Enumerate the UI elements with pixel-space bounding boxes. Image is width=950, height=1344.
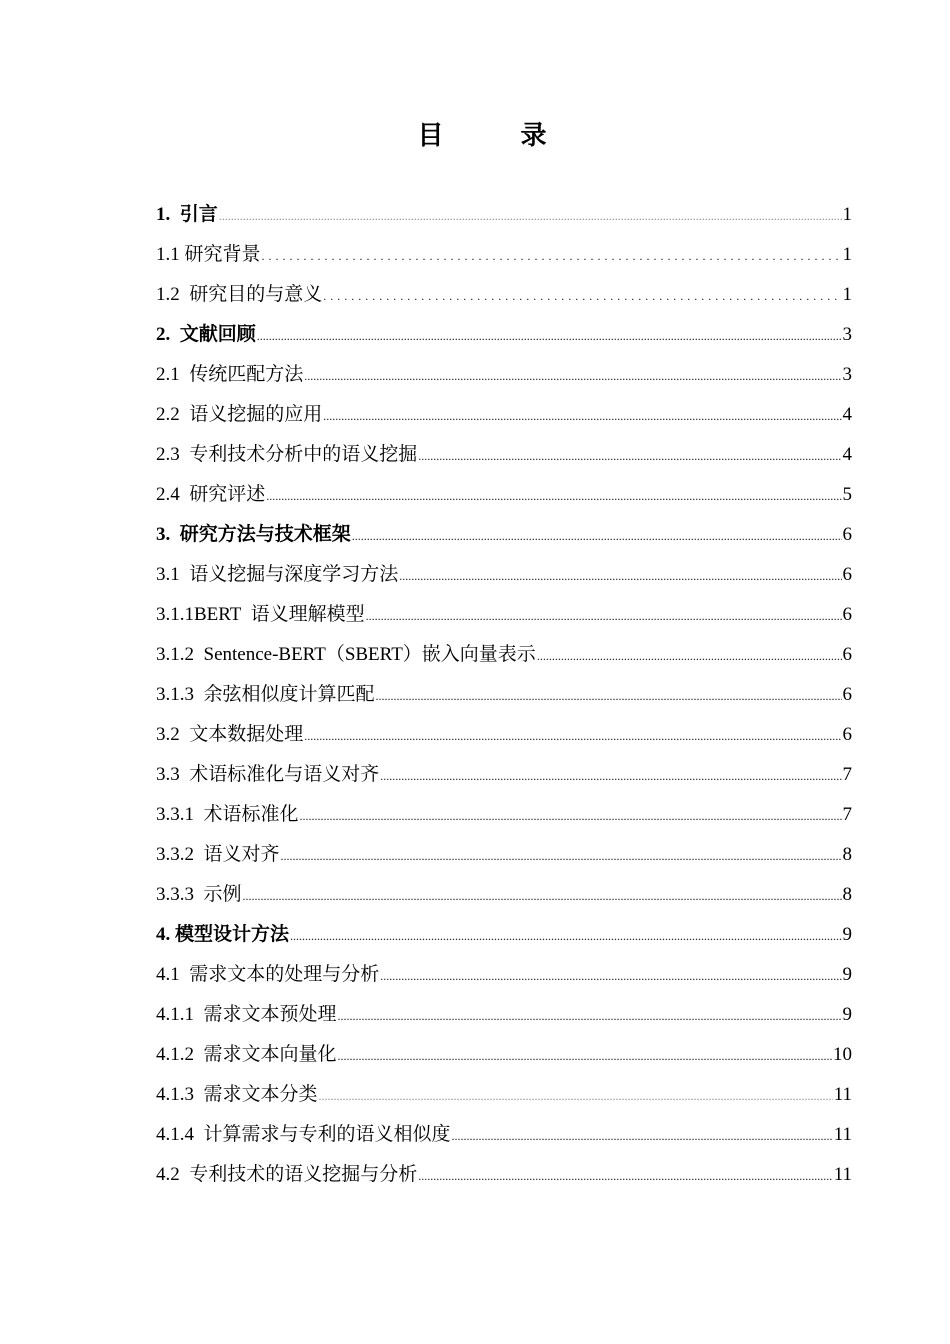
toc-entry[interactable] <box>156 555 852 595</box>
dot-leader <box>376 676 842 716</box>
dot-leader <box>266 476 841 516</box>
toc-entry[interactable] <box>156 835 852 875</box>
toc-entry[interactable] <box>156 595 852 635</box>
toc-entry[interactable] <box>156 875 852 915</box>
toc-entry[interactable] <box>156 1155 852 1195</box>
toc-entry-label: 2.4 研究评述 <box>156 484 266 505</box>
dot-leader <box>352 516 842 556</box>
toc-entry-page: 6 <box>842 604 852 625</box>
toc-entry-label: 2. 文献回顾 <box>156 324 256 345</box>
toc-entry-page: 3 <box>842 324 852 345</box>
toc-entry-label: 4.1.1 需求文本预处理 <box>156 1004 337 1025</box>
toc-entry-label: 1.1 研究背景 <box>156 244 261 265</box>
dot-leader <box>338 996 842 1036</box>
dot-leader <box>300 796 842 836</box>
dot-leader <box>323 276 841 316</box>
dot-leader <box>537 636 842 676</box>
toc-entry-label: 3.3.2 语义对齐 <box>156 844 280 865</box>
dot-leader <box>338 1036 832 1076</box>
dot-leader <box>304 356 841 396</box>
toc-entry-label: 3.1 语义挖掘与深度学习方法 <box>156 564 399 585</box>
toc-entry[interactable] <box>156 395 852 435</box>
toc-entry[interactable] <box>156 1075 852 1115</box>
toc-entry-page: 10 <box>833 1044 852 1065</box>
toc-entry-page: 9 <box>842 924 852 945</box>
toc-entry-page: 11 <box>833 1084 852 1105</box>
dot-leader <box>304 716 841 756</box>
toc-entry[interactable] <box>156 355 852 395</box>
toc-entry-page: 11 <box>833 1164 852 1185</box>
toc-entry-page: 6 <box>842 644 852 665</box>
dot-leader <box>380 956 841 996</box>
toc-entry-page: 11 <box>833 1124 852 1145</box>
toc-entry-label: 4.2 专利技术的语义挖掘与分析 <box>156 1164 418 1185</box>
toc-entry-label: 4.1 需求文本的处理与分析 <box>156 964 380 985</box>
toc-entry-page: 9 <box>842 964 852 985</box>
toc-entry[interactable] <box>156 955 852 995</box>
dot-leader <box>219 196 842 236</box>
toc-entry-label: 4.1.3 需求文本分类 <box>156 1084 318 1105</box>
toc-entry[interactable] <box>156 195 852 235</box>
toc-entry-page: 6 <box>842 564 852 585</box>
toc-entry-page: 6 <box>842 524 852 545</box>
dot-leader <box>366 596 842 636</box>
dot-leader <box>380 756 841 796</box>
dot-leader <box>418 1156 832 1196</box>
dot-leader <box>452 1116 833 1156</box>
toc-title: 目 录 <box>417 121 581 151</box>
dot-leader <box>262 236 842 276</box>
toc-entry-page: 1 <box>842 204 852 225</box>
toc-entry-page: 7 <box>842 804 852 825</box>
toc-entry-label: 3.2 文本数据处理 <box>156 724 304 745</box>
toc-entry[interactable] <box>156 795 852 835</box>
toc-entry[interactable] <box>156 275 852 315</box>
toc-entry-label: 3.3 术语标准化与语义对齐 <box>156 764 380 785</box>
toc-entry[interactable] <box>156 315 852 355</box>
toc-entry-page: 9 <box>842 1004 852 1025</box>
toc-entry-page: 8 <box>842 844 852 865</box>
toc-entry[interactable] <box>156 995 852 1035</box>
toc-entry-page: 6 <box>842 684 852 705</box>
toc-entry[interactable] <box>156 1035 852 1075</box>
toc-entry[interactable] <box>156 1115 852 1155</box>
dot-leader <box>399 556 841 596</box>
toc-entry-label: 4.1.4 计算需求与专利的语义相似度 <box>156 1124 451 1145</box>
toc-entry-label: 3.1.2 Sentence-BERT（SBERT）嵌入向量表示 <box>156 644 536 665</box>
dot-leader <box>243 876 842 916</box>
toc-entry-label: 3.1.3 余弦相似度计算匹配 <box>156 684 375 705</box>
toc-entry-label: 4. 模型设计方法 <box>156 924 290 945</box>
toc-entry[interactable] <box>156 235 852 275</box>
toc-entry-label: 3.3.1 术语标准化 <box>156 804 299 825</box>
dot-leader <box>418 436 841 476</box>
toc-entry-page: 7 <box>842 764 852 785</box>
toc-entry-page: 1 <box>842 284 852 305</box>
toc-entry-label: 2.1 传统匹配方法 <box>156 364 304 385</box>
toc-entry-label: 2.2 语义挖掘的应用 <box>156 404 323 425</box>
toc-entry-label: 3. 研究方法与技术框架 <box>156 524 351 545</box>
toc-entry[interactable] <box>156 755 852 795</box>
dot-leader <box>290 916 841 956</box>
toc-entry-page: 1 <box>842 244 852 265</box>
toc-entry-page: 4 <box>842 404 852 425</box>
toc-entry[interactable] <box>156 515 852 555</box>
toc-entry-page: 5 <box>842 484 852 505</box>
toc-entry-label: 2.3 专利技术分析中的语义挖掘 <box>156 444 418 465</box>
toc-entry[interactable] <box>156 675 852 715</box>
toc-entry[interactable] <box>156 635 852 675</box>
toc-entry[interactable] <box>156 715 852 755</box>
toc-entry-label: 3.1.1BERT 语义理解模型 <box>156 604 365 625</box>
toc-entry-page: 4 <box>842 444 852 465</box>
toc-entry-label: 4.1.2 需求文本向量化 <box>156 1044 337 1065</box>
dot-leader <box>281 836 842 876</box>
toc-entry-label: 3.3.3 示例 <box>156 884 242 905</box>
dot-leader <box>323 396 841 436</box>
toc-entry[interactable] <box>156 475 852 515</box>
toc-entry-page: 6 <box>842 724 852 745</box>
dot-leader <box>257 316 842 356</box>
toc-entry-page: 3 <box>842 364 852 385</box>
toc-entry-label: 1. 引言 <box>156 204 218 225</box>
toc-entry-label: 1.2 研究目的与意义 <box>156 284 323 305</box>
table-of-contents <box>156 195 852 1195</box>
toc-entry[interactable] <box>156 435 852 475</box>
toc-entry-page: 8 <box>842 884 852 905</box>
dot-leader <box>319 1076 833 1116</box>
toc-entry[interactable] <box>156 915 852 955</box>
